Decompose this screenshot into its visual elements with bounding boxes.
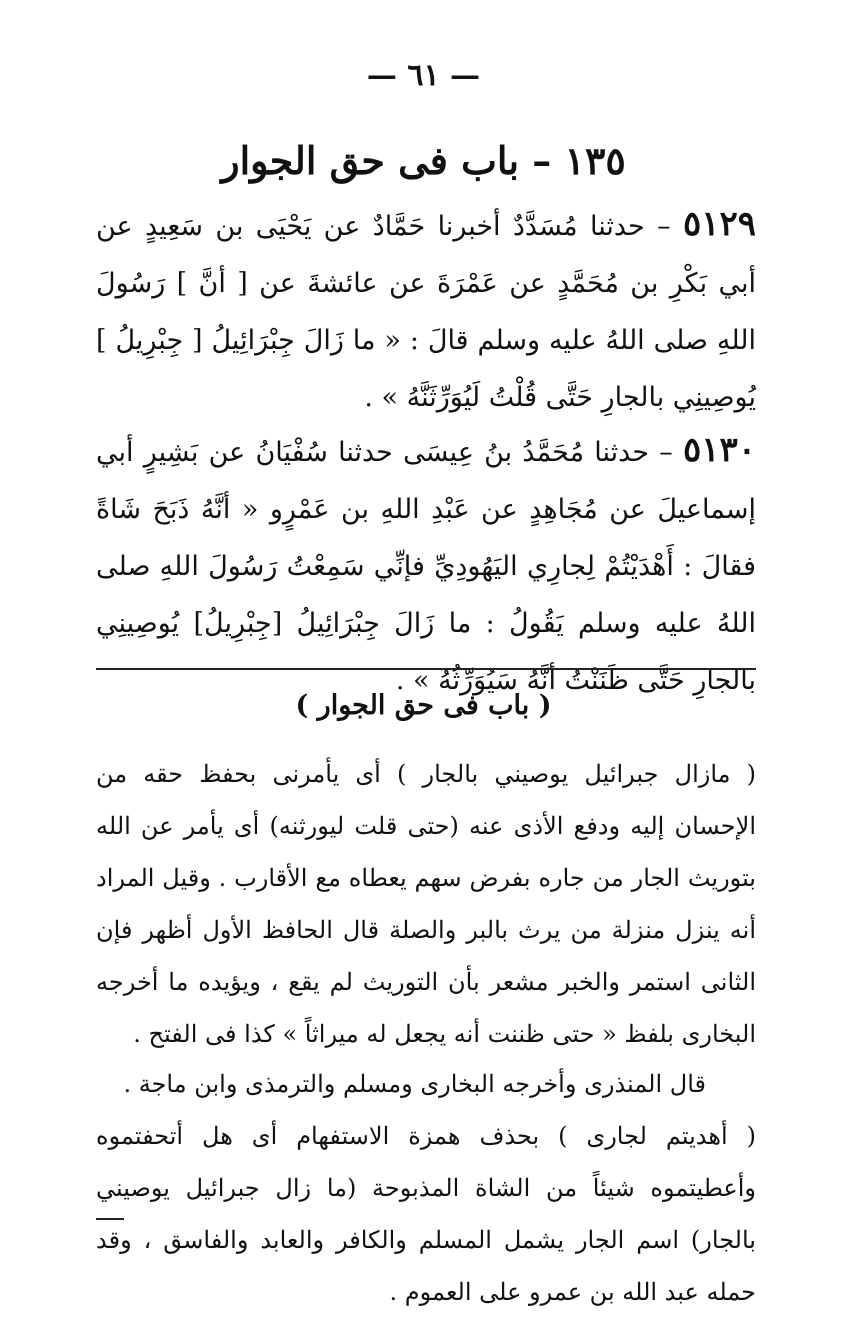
hadith-number: ٥١٣٠ [682,430,756,470]
commentary-paragraph: ( أهديتم لجارى ) بحذف همزة الاستفهام أى هل أتحفتموه وأعطيتموه شيئاً من الشاة المذبوحة (ما زال جبرائيل يوصيني بالجار) اسم الجار يشمل المسلم والكافر والعابد والفاسق ، وقد حمله عبد الله بن عمرو على العموم . [96,1122,756,1306]
page-number: — ٦١ — [366,58,481,93]
commentary-paragraph: ( مازال جبرائيل يوصيني بالجار ) أى يأمرنى بحفظ حقه من الإحسان إليه ودفع الأذى عنه (حتى قلت ليورثنه) أى يأمر عن الله بتوريث الجار من جاره بفرض سهم يعطاه مع الأقارب . وقيل المراد أنه ينزل منزلة من يرث بالبر والصلة قال الحافظ الأول أظهر فإن الثانى استمر والخبر مشعر بأن التوريث لم يقع ، ويؤيده ما أخرجه البخارى بلفظ « حتى ظننت أنه يجعل له ميراثاً » كذا فى الفتح . [96,760,756,1048]
hadith-text: – حدثنا مُسَدَّدٌ أخبرنا حَمَّادٌ عن يَحْيَى بن سَعِيدٍ عن أبي بَكْرِ بن مُحَمَّدٍ عن عَمْرَةَ عن عائشةَ عن [ أنَّ ] رَسُولَ اللهِ صلى اللهُ عليه وسلم قالَ : « ما زَالَ جِبْرَائِيلُ [ جِبْرِيلُ ] يُوصِينِي بالجارِ حَتَّى قُلْتُ لَيُوَرِّثَنَّهُ » . [96,211,756,413]
commentary-title: ( باب فى حق الجوار ) [295,690,552,721]
section-divider [96,668,756,670]
hadith-5130 [96,422,756,709]
hadith-text: – حدثنا مُحَمَّدُ بنُ عِيسَى حدثنا سُفْيَانُ عن بَشِيرٍ أبي إسماعيلَ عن مُجَاهِدٍ عن عَبْدِ اللهِ بن عَمْرٍو « أنَّهُ ذَبَحَ شَاةً فقالَ : أَهْدَيْتُمْ لِجارِي اليَهُودِيِّ فإنِّي سَمِعْتُ رَسُولَ اللهِ صلى اللهُ عليه وسلم يَقُولُ : ما زَالَ جِبْرَائِيلُ [جِبْرِيلُ] يُوصِينِي بالجارِ حَتَّى ظَنَنْتُ أنَّهُ سَيُوَرِّثُهُ » . [96,437,756,696]
hadith-number: ٥١٢٩ [682,204,756,244]
continuation-dash [96,1218,124,1220]
hadith-5129 [96,196,756,426]
chapter-title: ١٣٥ – باب فى حق الجوار [221,138,626,183]
commentary-paragraph: قال المنذرى وأخرجه البخارى ومسلم والترمذى وابن ماجة . [123,1070,706,1098]
